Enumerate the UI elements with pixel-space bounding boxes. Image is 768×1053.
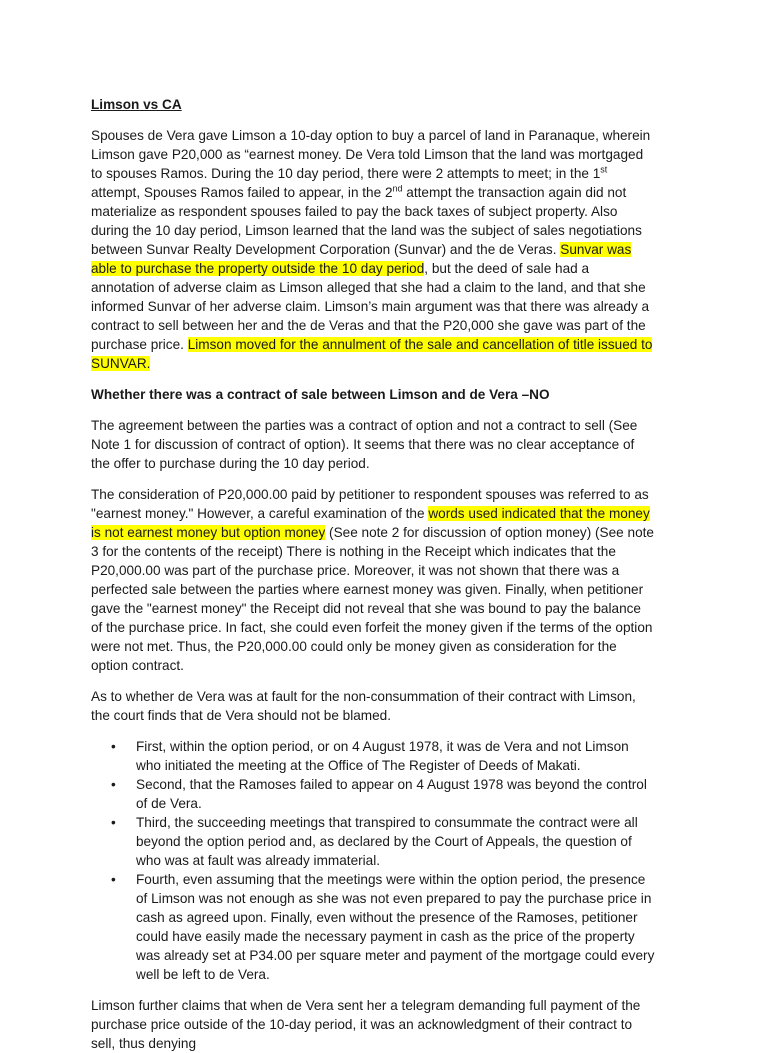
telegram-paragraph: Limson further claims that when de Vera sent her a telegram demanding full payment of the purchase price outside of the 10-day period, it was an acknowledgment of their contract to sell, thus denying [91,998,641,1051]
list-item: • Fourth, even assuming that the meetings were within the option period, the presence of Limson was not enough as she was not even prepared to pay the purchase price in cash as agreed upon. Finally, even without the presence of the Ramoses, petitioner could have easily made the necessary payment in cash as the price of the property was already set at P34.00 per square meter and payment of the mortgage could every well be left to de Vera. [111,872,655,982]
bullet-icon: • [111,777,116,792]
consideration-paragraph: The consideration of P20,000.00 paid by petitioner to respondent spouses was referred to as "earnest money." However, a careful examination of the words used indicated that the money is not earnest money but option money (See note 2 for discussion of option money) (See note 3 for the contents of the receipt) There is nothing in the Receipt which indicates that the P20,000.00 was part of the purchase price. Moreover, it was not shown that there was a perfected sale between the parties where earnest money was given. Finally, when petitioner gave the "earnest money" the Receipt did not reveal that she was bound to pay the balance of the purchase price. In fact, she could even forfeit the money given if the terms of the option were not met. Thus, the P20,000.00 could only be money given as consideration for the option contract. [91,487,654,673]
facts-paragraph: Spouses de Vera gave Limson a 10-day option to buy a parcel of land in Paranaque, wherein Limson gave P20,000 as “earnest money. De Vera told Limson that the land was mortgaged to spouses Ramos. During the 10 day period, there were 2 attempts to meet; in the 1st attempt, Spouses Ramos failed to appear, in the 2nd attempt the transaction again did not materialize as respondent spouses failed to pay the back taxes of subject property. Also during the 10 day period, Limson learned that the land was the subject of sales negotiations between Sunvar Realty Development Corporation (Sunvar) and the de Veras. Sunvar was able to purchase the property outside the 10 day period, but the deed of sale had a annotation of adverse claim as Limson alleged that she had a claim to the land, and that she informed Sunvar of her adverse claim. Limson’s main argument was that there was already a contract to sell between her and the de Veras and that the P20,000 she gave was part of the purchase price. Limson moved for the annulment of the sale and cancellation of title issued to SUNVAR. [91,128,653,371]
list-item: • First, within the option period, or on 4 August 1978, it was de Vera and not Limson who initiated the meeting at the Office of The Register of Deeds of Makati. [111,739,629,773]
option-contract-paragraph: The agreement between the parties was a contract of option and not a contract to sell (See Note 1 for discussion of contract of option). It seems that there was no clear acceptance of the offer to purchase during the 10 day period. [91,418,638,471]
bullet-icon: • [111,739,116,754]
list-item: • Third, the succeeding meetings that transpired to consummate the contract were all beyond the option period and, as declared by the Court of Appeals, the question of who was at fault was already immaterial. [111,815,638,868]
issue-heading: Whether there was a contract of sale between Limson and de Vera –NO [91,387,550,402]
list-item: • Second, that the Ramoses failed to appear on 4 August 1978 was beyond the control of de Vera. [111,777,647,811]
highlight-option-money: words used indicated that the money is not earnest money but option money [91,506,650,540]
bullet-icon: • [111,815,116,830]
reasons-list [91,737,656,984]
fault-paragraph: As to whether de Vera was at fault for the non-consummation of their contract with Limson, the court finds that de Vera should not be blamed. [91,689,636,723]
bullet-icon: • [111,872,116,887]
document-title: Limson vs CA [91,97,182,112]
highlight-annulment: Limson moved for the annulment of the sale and cancellation of title issued to SUNVAR. [91,337,653,371]
highlight-sunvar-purchase: Sunvar was able to purchase the property outside the 10 day period [91,242,632,276]
